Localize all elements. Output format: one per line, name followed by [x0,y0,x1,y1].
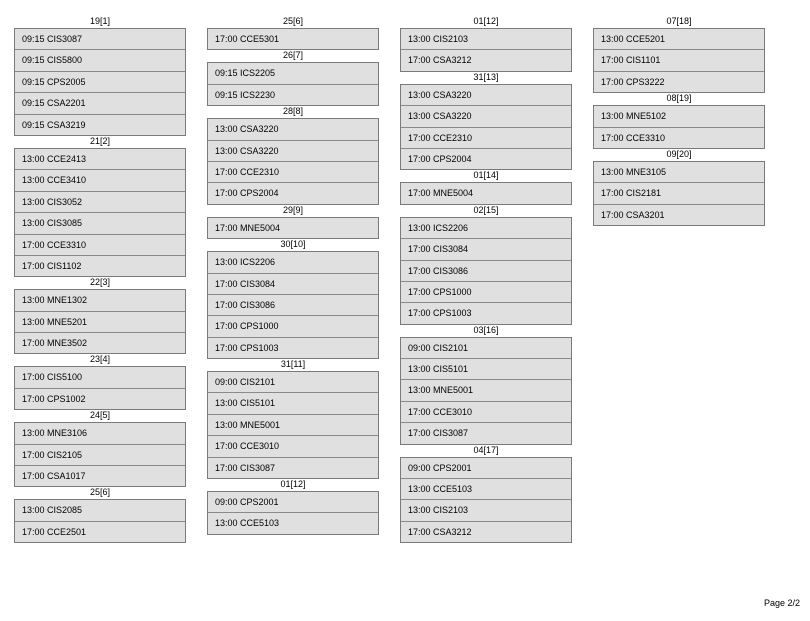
exam-entry: 17:00 CIS3087 [408,428,469,439]
exam-entry: 17:00 CPS1002 [22,393,86,404]
date-group [14,487,186,543]
date-group [400,325,572,445]
date-group [207,359,379,479]
exam-entry: 17:00 CSA3212 [408,55,472,66]
exam-entry: 17:00 MNE3502 [22,338,88,349]
exam-entry: 17:00 CIS1102 [22,260,82,271]
exam-list [207,251,379,359]
date-group [14,410,186,487]
exam-entry: 17:00 CPS1000 [401,282,571,303]
exam-entry: 09:15 ICS2205 [208,63,378,84]
date-group [207,106,379,205]
exam-list [400,217,572,325]
date-header: 01[12] [280,479,306,490]
date-group [400,445,572,544]
exam-entry: 13:00 ICS2206 [208,252,378,273]
exam-entry: 17:00 CIS3086 [208,295,378,316]
exam-entry: 17:00 CIS5100 [15,367,185,388]
exam-entry: 13:00 CIS2103 [401,500,571,521]
schedule-column-3 [400,16,572,543]
exam-entry: 13:00 CCE2413 [15,149,185,170]
exam-entry: 17:00 CCE5301 [215,34,280,44]
date-header: 22[3] [89,277,111,288]
exam-list [400,28,572,72]
date-header: 31[11] [280,359,306,370]
exam-entry: 17:00 CIS2105 [15,445,185,466]
date-group [14,277,186,354]
exam-entry: 13:00 MNE5001 [401,380,571,401]
exam-entry: 13:00 CSA3220 [401,106,571,127]
exam-entry: 17:00 CPS2004 [408,153,472,164]
schedule-column-1 [14,16,186,543]
exam-list [14,148,186,277]
date-group [14,354,186,410]
date-group [593,93,765,149]
date-header: 31[13] [473,71,499,82]
date-header: 26[7] [282,50,304,61]
date-group [400,72,572,171]
exam-entry: 17:00 MNE5004 [408,188,474,199]
date-header: 24[5] [89,410,111,421]
exam-entry: 17:00 CSA1017 [22,471,86,482]
date-group [593,149,765,226]
date-group [207,16,379,50]
exam-list [207,118,379,205]
exam-entry: 13:00 CIS5101 [401,359,571,380]
date-group [400,170,572,204]
exam-list [400,337,572,445]
exam-entry: 17:00 CCE3310 [15,235,185,256]
exam-entry: 17:00 CPS1000 [208,316,378,337]
date-group [207,50,379,106]
date-group [207,479,379,535]
date-group [14,16,186,136]
exam-entry: 09:15 CIS5800 [15,50,185,71]
exam-entry: 17:00 CPS3222 [601,76,665,87]
exam-entry: 13:00 CIS3052 [15,192,185,213]
exam-entry: 13:00 MNE5001 [208,415,378,436]
exam-entry: 09:00 CPS2001 [401,458,571,479]
exam-entry: 17:00 CCE2310 [208,162,378,183]
exam-entry: 17:00 CCE2310 [401,128,571,149]
date-group [400,16,572,72]
exam-entry: 13:00 CCE3410 [15,170,185,191]
date-header: 04[17] [473,444,499,455]
exam-list [14,422,186,487]
exam-entry: 13:00 CSA3220 [208,119,378,140]
exam-list [207,217,379,239]
exam-entry: 13:00 MNE5102 [594,106,764,127]
exam-list [400,182,572,204]
exam-list [593,161,765,226]
exam-entry: 17:00 CIS3084 [208,274,378,295]
exam-list [207,371,379,479]
date-header: 21[2] [89,135,111,146]
exam-entry: 09:00 CPS2001 [208,492,378,513]
date-header: 29[9] [282,204,304,215]
exam-list [593,28,765,93]
date-group [207,205,379,239]
exam-list [400,457,572,544]
exam-entry: 17:00 CCE3010 [401,402,571,423]
exam-entry: 13:00 MNE3106 [15,423,185,444]
date-header: 30[10] [280,239,306,250]
exam-entry: 13:00 CCE5103 [401,479,571,500]
exam-entry: 13:00 MNE1302 [15,290,185,311]
exam-entry: 09:15 CSA2201 [15,93,185,114]
exam-entry: 13:00 CIS2085 [15,500,185,521]
exam-entry: 13:00 MNE5201 [15,312,185,333]
exam-entry: 09:15 CIS3087 [15,29,185,50]
date-header: 25[6] [282,16,304,26]
page-number: Page 2/2 [763,598,800,608]
exam-list [14,289,186,354]
exam-entry: 13:00 CSA3220 [208,141,378,162]
date-group [400,205,572,325]
exam-list [400,84,572,171]
date-header: 01[12] [473,16,499,26]
exam-entry: 09:15 CSA3219 [22,119,86,130]
exam-entry: 17:00 CCE2501 [22,526,87,537]
exam-entry: 09:15 CPS2005 [15,72,185,93]
exam-entry: 09:00 CIS2101 [208,372,378,393]
date-header: 02[15] [473,204,499,215]
date-header: 01[14] [473,170,499,181]
exam-entry: 17:00 CPS1003 [408,308,472,319]
date-header: 23[4] [89,354,111,365]
exam-entry: 17:00 MNE5004 [215,222,281,233]
exam-entry: 17:00 CSA3201 [601,209,665,220]
exam-entry: 13:00 CCE5103 [215,518,280,529]
exam-entry: 13:00 CIS5101 [208,393,378,414]
schedule-column-2 [207,16,379,535]
exam-entry: 17:00 CIS3084 [401,239,571,260]
exam-entry: 13:00 CIS3085 [15,213,185,234]
exam-entry: 17:00 CPS1003 [215,342,279,353]
date-header: 25[6] [89,487,111,498]
date-group [207,239,379,359]
exam-list [207,28,379,50]
exam-entry: 17:00 CCE3310 [601,132,666,143]
exam-list [593,105,765,149]
exam-entry: 17:00 CPS2004 [215,188,279,199]
exam-list [14,499,186,543]
exam-entry: 09:00 CIS2101 [401,338,571,359]
exam-entry: 17:00 CIS2181 [594,183,764,204]
date-header: 03[16] [473,324,499,335]
date-header: 19[1] [89,16,111,26]
exam-entry: 13:00 CCE5201 [594,29,764,50]
date-header: 28[8] [282,106,304,117]
exam-entry: 13:00 MNE3105 [594,162,764,183]
exam-list [14,366,186,410]
exam-entry: 17:00 CIS1101 [594,50,764,71]
exam-list [14,28,186,136]
exam-list [207,491,379,535]
exam-entry: 17:00 CIS3087 [215,462,276,473]
exam-entry: 13:00 ICS2206 [401,218,571,239]
exam-entry: 13:00 CSA3220 [401,85,571,106]
schedule-column-4 [593,16,765,226]
exam-entry: 17:00 CSA3212 [408,526,472,537]
exam-entry: 09:15 ICS2230 [215,89,276,100]
exam-list [207,62,379,106]
date-header: 09[20] [666,148,692,159]
exam-entry: 13:00 CIS2103 [401,29,571,50]
date-group [14,136,186,277]
date-header: 07[18] [666,16,692,26]
exam-entry: 17:00 CIS3086 [401,261,571,282]
date-group [593,16,765,93]
exam-entry: 17:00 CCE3010 [208,436,378,457]
date-header: 08[19] [666,93,692,104]
